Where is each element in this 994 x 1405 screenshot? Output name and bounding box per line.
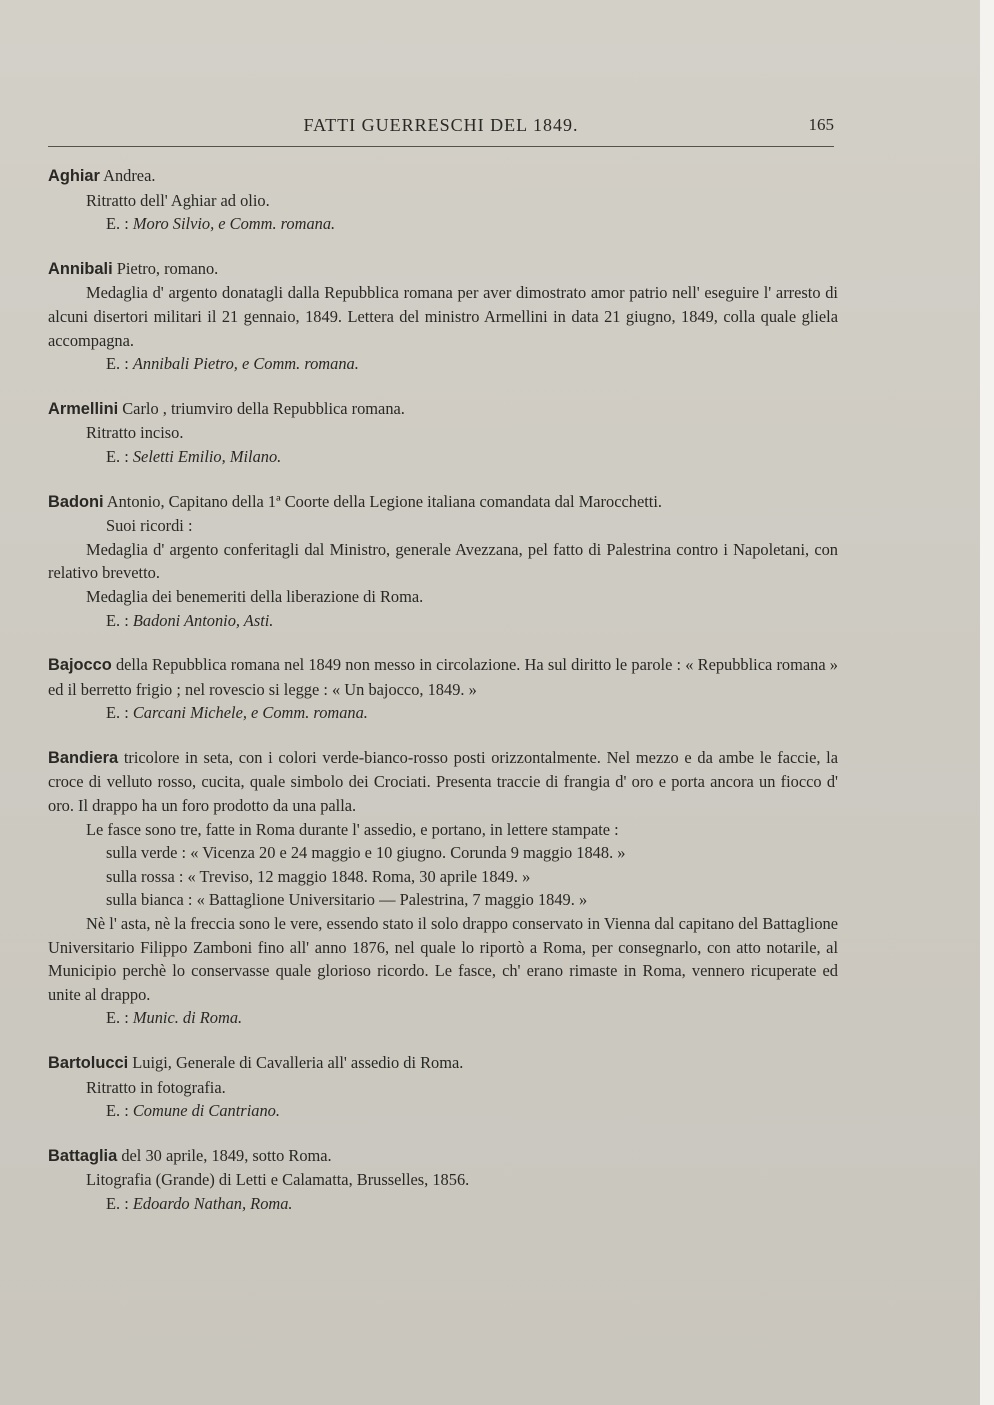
- entry-owner: [48, 701, 838, 725]
- owner-value: Comune di Cantriano.: [132, 1101, 280, 1121]
- entry-line: Ritratto inciso.: [86, 423, 184, 443]
- owner-label: E. :: [106, 703, 133, 723]
- entry-line: Litografia (Grande) di Letti e Calamatta, Brusselles, 1856.: [86, 1170, 470, 1190]
- owner-value: Munic. di Roma.: [132, 1008, 243, 1028]
- entry-paragraph: Medaglia d' argento donatagli dalla Repubblica romana per aver dimostrato amor patrio nell' eseguire l' arresto di alcuni disertori militari il 21 gennaio, 1849. Lettera del ministro Armellini in data 21 giugno, 1849, colla quale gliela accompagna.: [48, 283, 838, 350]
- entry-line: sulla rossa : « Treviso, 12 maggio 1848. Roma, 30 aprile 1849. »: [106, 866, 531, 886]
- entry-heading-text: Carlo , triumviro della Repubblica romana.: [118, 398, 405, 418]
- entry-badoni: [48, 490, 838, 633]
- entry-owner: [48, 212, 838, 236]
- owner-value: Badoni Antonio, Asti.: [132, 610, 274, 630]
- entry-owner: [48, 1192, 838, 1216]
- entry-heading: [48, 164, 838, 189]
- entry-owner: [48, 1099, 838, 1123]
- entry-line: sulla verde : « Vicenza 20 e 24 maggio e 10 giugno. Corunda 9 maggio 1848. »: [106, 843, 626, 863]
- entry-line: sulla bianca : « Battaglione Universitario — Palestrina, 7 maggio 1849. »: [106, 890, 588, 910]
- page-number: 165: [808, 115, 834, 134]
- entry-heading-text: della Repubblica romana nel 1849 non messo in circolazione. Ha sul diritto le parole : « Repubblica romana » ed il berretto frigio ; nel rovescio si legge : « Un bajocco, 1849. »: [48, 655, 838, 699]
- entry-line: Ritratto in fotografia.: [86, 1077, 226, 1097]
- entry-heading-text: Antonio, Capitano della 1ª Coorte della Legione italiana comandata dal Marocchetti.: [103, 491, 662, 511]
- entry-owner: [48, 609, 838, 633]
- entry-heading-text: del 30 aprile, 1849, sotto Roma.: [117, 1145, 332, 1165]
- owner-value: Seletti Emilio, Milano.: [132, 446, 282, 466]
- entry-heading: [48, 653, 838, 701]
- entry-headword: Bandiera: [48, 748, 119, 767]
- entry-battaglia: [48, 1144, 838, 1216]
- owner-label: E. :: [106, 610, 133, 630]
- entry-headword: Annibali: [48, 259, 113, 278]
- owner-label: E. :: [106, 446, 133, 466]
- entry-line: Le fasce sono tre, fatte in Roma durante l' assedio, e portano, in lettere stampate :: [86, 819, 619, 839]
- owner-value: Carcani Michele, e Comm. romana.: [132, 703, 368, 723]
- entry-owner: [48, 1006, 838, 1030]
- entry-heading: [48, 490, 838, 515]
- entry-annibali: [48, 257, 838, 376]
- entry-bandiera: [48, 746, 838, 1030]
- entry-owner: [48, 352, 838, 376]
- entry-headword: Aghiar: [48, 167, 100, 185]
- owner-label: E. :: [106, 1008, 133, 1028]
- entry-aghiar: [48, 164, 838, 236]
- owner-value: Edoardo Nathan, Roma.: [132, 1193, 293, 1213]
- entry-heading: [48, 746, 838, 818]
- page-header: [48, 113, 834, 143]
- entry-heading: [48, 257, 838, 282]
- owner-label: E. :: [106, 214, 133, 234]
- entry-owner: [48, 445, 838, 469]
- entry-headword: Battaglia: [48, 1146, 118, 1165]
- entry-armellini: [48, 397, 838, 469]
- entry-heading: [48, 1144, 838, 1169]
- scan-edge: [980, 0, 994, 1405]
- owner-value: Moro Silvio, e Comm. romana.: [132, 214, 336, 234]
- entry-heading-text: tricolore in seta, con i colori verde-bianco-rosso posti orizzontalmente. Nel mezzo e da ambe le faccie, la croce di velluto rosso, cucita, quale simbolo dei Crociati. Presenta traccie di frangia d' oro e porta ancora un fiocco d' oro. Il drappo ha un foro prodotto da una palla.: [48, 747, 838, 816]
- entry-bajocco: [48, 653, 838, 725]
- entry-bartolucci: [48, 1051, 838, 1123]
- entry-list: [48, 164, 838, 1237]
- owner-label: E. :: [106, 1193, 133, 1213]
- entry-heading-text: Luigi, Generale di Cavalleria all' assedio di Roma.: [128, 1053, 464, 1072]
- entry-headword: Bartolucci: [48, 1054, 129, 1072]
- entry-line: Ritratto dell' Aghiar ad olio.: [86, 190, 270, 210]
- entry-heading: [48, 397, 838, 422]
- owner-label: E. :: [106, 1101, 133, 1121]
- entry-paragraph: Medaglia d' argento conferitagli dal Ministro, generale Avezzana, pel fatto di Palestrina contro i Napoletani, con relativo brevetto.: [48, 539, 838, 583]
- entry-paragraph: Nè l' asta, nè la freccia sono le vere, essendo stato il solo drappo conservato in Vienna dal capitano del Battaglione Universitario Filippo Zamboni fino all' anno 1876, nel quale lo riportò a Roma, per consegnarlo, con atto notarile, al Municipio perchè lo conservasse quale glorioso ricordo. Le fasce, ch' erano rimaste in Roma, vennero ricuperate ed unite al drappo.: [48, 914, 838, 1004]
- entry-line: Suoi ricordi :: [106, 516, 193, 536]
- owner-value: Annibali Pietro, e Comm. romana.: [132, 354, 359, 374]
- entry-headword: Armellini: [48, 399, 119, 418]
- entry-heading-text: Pietro, romano.: [112, 258, 219, 278]
- header-rule: [48, 146, 834, 147]
- owner-label: E. :: [106, 354, 133, 374]
- running-title: FATTI GUERRESCHI DEL 1849.: [303, 115, 579, 135]
- entry-heading-text: Andrea.: [99, 166, 156, 185]
- entry-headword: Badoni: [48, 492, 104, 511]
- entry-headword: Bajocco: [48, 656, 112, 675]
- entry-line: Medaglia dei benemeriti della liberazione di Roma.: [86, 586, 424, 606]
- entry-heading: [48, 1051, 838, 1076]
